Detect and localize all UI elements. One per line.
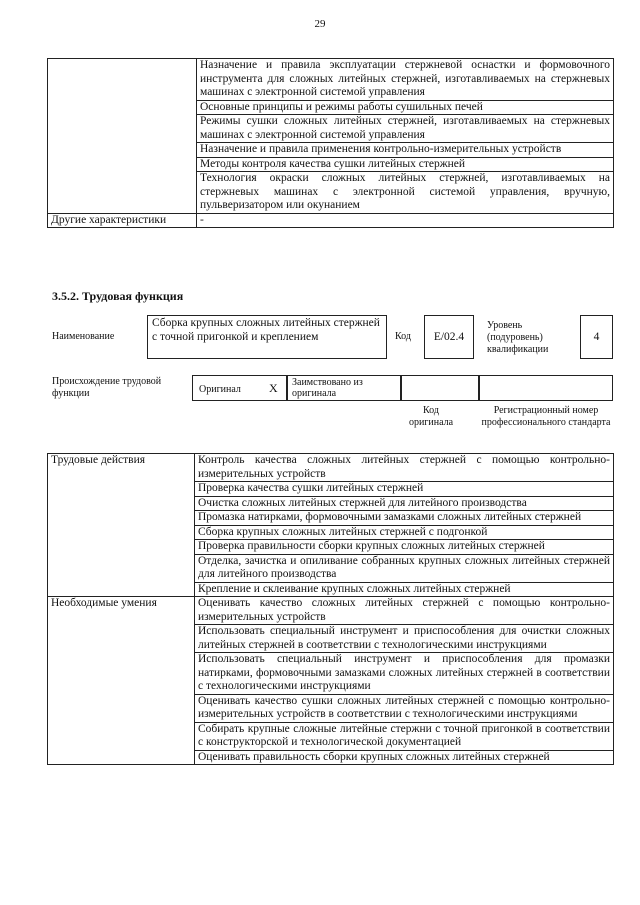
table-row: Методы контроля качества сушки литейных стержней <box>197 157 614 172</box>
borrowed-cell: Заимствовано из оригинала <box>287 375 401 401</box>
table-row: Проверка правильности сборки крупных сложных литейных стержней <box>195 540 614 555</box>
actions-skills-table <box>47 453 614 765</box>
function-name-box: Сборка крупных сложных литейных стержней с точной пригонкой и креплением <box>147 315 387 359</box>
table-row: Собирать крупные сложные литейные стержни с точной пригонкой в соответствии с конструкторской и технологической документацией <box>195 722 614 750</box>
table-row: Оценивать правильность сборки крупных сложных литейных стержней <box>195 750 614 765</box>
level-value-box: 4 <box>580 315 613 359</box>
name-label: Наименование <box>52 331 115 342</box>
table-row: Очистка сложных литейных стержней для литейного производства <box>195 496 614 511</box>
code-label: Код <box>395 331 411 342</box>
table-row: Использовать специальный инструмент и приспособления для промазки натирками, формовочными замазками сложных литейных стержней в соответствии с технологическими инструкциями <box>195 653 614 695</box>
empty-label-cell <box>48 59 197 214</box>
skills-label: Необходимые умения <box>48 597 195 765</box>
table-row: Использовать специальный инструмент и приспособления для очистки сложных литейных стержней в соответствии с технологическими инструкциями <box>195 625 614 653</box>
level-label: Уровень (подуровень) квалификации <box>487 320 549 355</box>
table-row: Сборка крупных сложных литейных стержней с подгонкой <box>195 525 614 540</box>
original-mark: X <box>269 381 278 395</box>
table-row: Режимы сушки сложных литейных стержней, изготавливаемых на стержневых машинах с электронной системой управления <box>197 115 614 143</box>
table-row: Отделка, зачистка и опиливание собранных крупных сложных литейных стержней для литейного производства <box>195 554 614 582</box>
code-original-caption: Код оригинала <box>408 405 454 428</box>
origin-label: Происхождение трудовой функции <box>52 376 162 399</box>
table-row: Оценивать качество сложных литейных стержней с помощью контрольно-измерительных устройств <box>195 597 614 625</box>
knowledge-table <box>47 58 614 228</box>
reg-number-cell <box>479 375 613 401</box>
original-label: Оригинал <box>199 384 241 395</box>
section-heading: 3.5.2. Трудовая функция <box>52 289 184 303</box>
page-number: 29 <box>314 18 326 30</box>
original-cell <box>192 375 287 401</box>
table-row: Назначение и правила эксплуатации стержневой оснастки и формовочного инструмента для сложных литейных стержней, изготавливаемых на стержневых машинах с электронной системой управления <box>197 59 614 101</box>
table-row: Технология окраски сложных литейных стержней, изготавливаемых на стержневых машинах с электронной системой управления, вручную, пульверизатором или окунанием <box>197 172 614 214</box>
table-row: Назначение и правила применения контрольно-измерительных устройств <box>197 143 614 158</box>
table-row: Основные принципы и режимы работы сушильных печей <box>197 100 614 115</box>
table-row: Контроль качества сложных литейных стержней с помощью контрольно-измерительных устройств <box>195 454 614 482</box>
table-row: Крепление и склеивание крупных сложных литейных стержней <box>195 582 614 597</box>
table-row: Оценивать качество сушки сложных литейных стержней с помощью контрольно-измерительных устройств в соответствии с технологическими инструкциями <box>195 694 614 722</box>
code-original-cell <box>401 375 479 401</box>
reg-number-caption: Регистрационный номер профессионального стандарта <box>481 405 611 428</box>
other-characteristics-label: Другие характеристики <box>48 213 197 228</box>
other-characteristics-value: - <box>197 213 614 228</box>
table-row: Промазка натирками, формовочными замазками сложных литейных стержней <box>195 511 614 526</box>
code-value-box: E/02.4 <box>424 315 474 359</box>
table-row: Проверка качества сушки литейных стержней <box>195 482 614 497</box>
actions-label: Трудовые действия <box>48 454 195 597</box>
